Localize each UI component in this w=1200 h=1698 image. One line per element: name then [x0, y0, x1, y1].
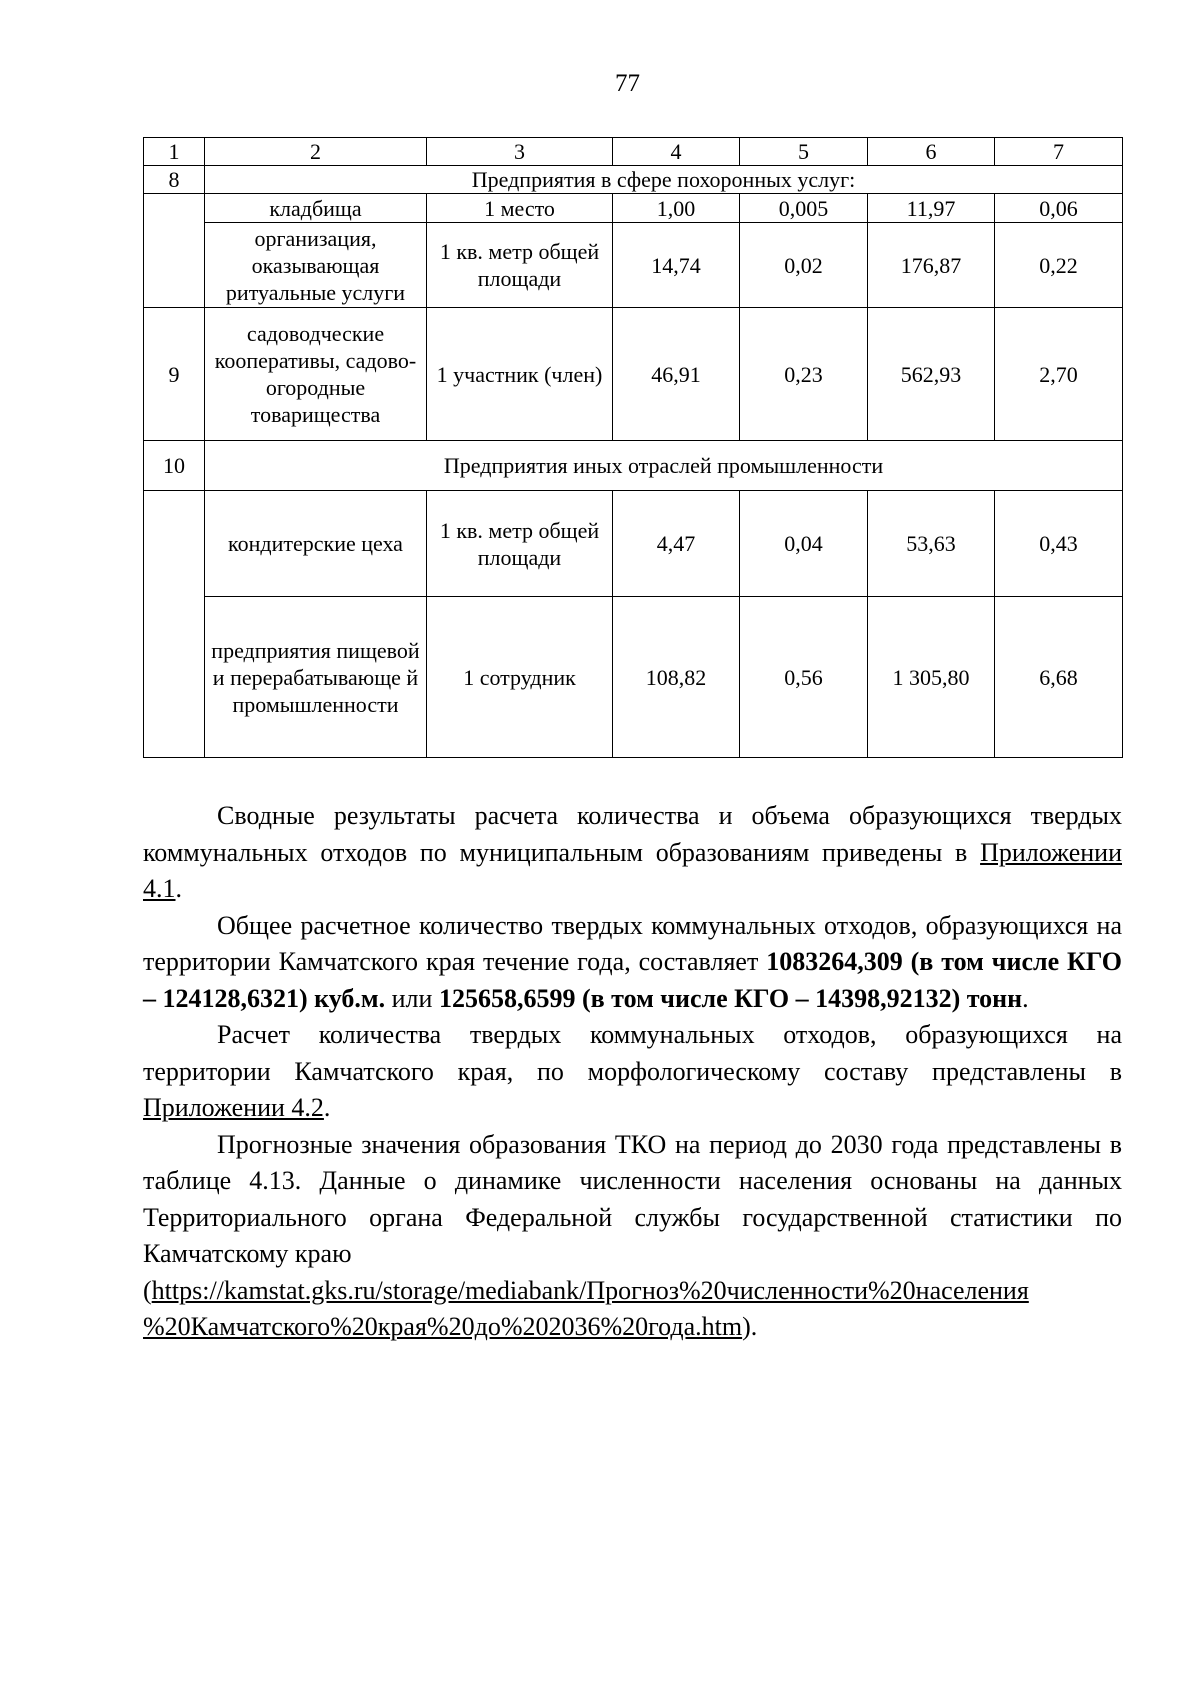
cell-name: кладбища: [205, 194, 427, 223]
cell-name: кондитерские цеха: [205, 491, 427, 597]
paragraph-text: .: [175, 874, 182, 903]
header-cell: 3: [427, 138, 613, 166]
paragraph-text: Общее расчетное количество твердых коммунальных отходов, образующихся на территории Камчатского края течение года, составляет: [143, 910, 1122, 976]
row-number: 10: [144, 441, 205, 491]
total-volume-value: 1083264,309 (в том числе КГО – 124128,6321) куб.м.: [143, 947, 1122, 1013]
cell-value: 0,02: [740, 223, 868, 308]
cell-value: 46,91: [613, 308, 740, 441]
row-number-empty: [144, 194, 205, 308]
section-row: [144, 166, 1123, 194]
cell-value: 1 305,80: [868, 597, 995, 758]
section-row: [144, 441, 1123, 491]
cell-value: 11,97: [868, 194, 995, 223]
paragraph-morphology: [143, 1017, 1122, 1127]
paragraph-text: ).: [742, 1312, 758, 1341]
section-title: Предприятия в сфере похоронных услуг:: [205, 166, 1123, 194]
cell-value: 0,56: [740, 597, 868, 758]
cell-unit: 1 сотрудник: [427, 597, 613, 758]
cell-value: 14,74: [613, 223, 740, 308]
total-mass-value: 125658,6599 (в том числе КГО – 14398,92132) тонн: [438, 983, 1023, 1013]
paragraph-forecast: [143, 1127, 1122, 1273]
appendix-4-2-link[interactable]: Приложении 4.2: [143, 1093, 324, 1122]
table-header-row: [144, 138, 1123, 166]
paragraph-text: .: [1022, 983, 1029, 1013]
paragraph-text: (: [143, 1275, 152, 1305]
appendix-4-1-link[interactable]: Приложении 4.1: [143, 837, 1122, 903]
header-cell: 5: [740, 138, 868, 166]
paragraph-text: Расчет количества твердых коммунальных отходов, образующихся на территории Камчатского края, по морфологическому составу представлены в: [143, 1020, 1122, 1086]
cell-value: 0,06: [995, 194, 1123, 223]
table-row: [144, 491, 1123, 597]
cell-unit: 1 кв. метр общей площади: [427, 491, 613, 597]
cell-value: 6,68: [995, 597, 1123, 758]
source-url-link[interactable]: https://kamstat.gks.ru/storage/mediabank/Прогноз%20численности%20населения: [151, 1275, 1029, 1305]
cell-value: 0,04: [740, 491, 868, 597]
table-row: [144, 223, 1123, 308]
cell-value: 0,22: [995, 223, 1123, 308]
cell-value: 53,63: [868, 491, 995, 597]
header-cell: 6: [868, 138, 995, 166]
body-text: [143, 798, 1122, 1346]
header-cell: 4: [613, 138, 740, 166]
cell-unit: 1 кв. метр общей площади: [427, 223, 613, 308]
cell-value: 1,00: [613, 194, 740, 223]
paragraph-text: .: [323, 1093, 331, 1122]
cell-name: предприятия пищевой и перерабатывающе й промышленности: [205, 597, 427, 758]
cell-value: 2,70: [995, 308, 1123, 441]
row-number: 8: [144, 166, 205, 194]
paragraph-summary: [143, 798, 1122, 908]
table-row: [144, 194, 1123, 223]
waste-norms-table: [143, 137, 1123, 758]
page-number: 77: [615, 70, 640, 97]
cell-name: организация, оказывающая ритуальные услуги: [205, 223, 427, 308]
cell-value: 176,87: [868, 223, 995, 308]
table-row: [144, 308, 1123, 441]
cell-unit: 1 участник (член): [427, 308, 613, 441]
cell-value: 562,93: [868, 308, 995, 441]
cell-value: 0,23: [740, 308, 868, 441]
cell-value: 0,005: [740, 194, 868, 223]
table-row: [144, 597, 1123, 758]
cell-unit: 1 место: [427, 194, 613, 223]
row-number-empty: [144, 491, 205, 758]
source-url-line: [143, 1273, 1122, 1346]
cell-name: садоводческие кооперативы, садово-огородные товарищества: [205, 308, 427, 441]
header-cell: 7: [995, 138, 1123, 166]
header-cell: 1: [144, 138, 205, 166]
header-cell: 2: [205, 138, 427, 166]
paragraph-text: Прогнозные значения образования ТКО на период до 2030 года представлены в таблице 4.13. Данные о динамике численности населения основаны на данных Территориального органа Федеральной службы государственной статистики по Камчатскому краю: [143, 1129, 1122, 1268]
paragraph-text: или: [385, 983, 439, 1013]
paragraph-text: Сводные результаты расчета количества и объема образующихся твердых коммунальных отходов по муниципальным образованиям приведены в: [143, 801, 1122, 867]
paragraph-total-volume: [143, 908, 1122, 1018]
cell-value: 0,43: [995, 491, 1123, 597]
cell-value: 108,82: [613, 597, 740, 758]
section-title: Предприятия иных отраслей промышленности: [205, 441, 1123, 491]
row-number: 9: [144, 308, 205, 441]
cell-value: 4,47: [613, 491, 740, 597]
source-url-link-continued[interactable]: %20Камчатского%20края%20до%202036%20года.htm: [143, 1312, 743, 1341]
